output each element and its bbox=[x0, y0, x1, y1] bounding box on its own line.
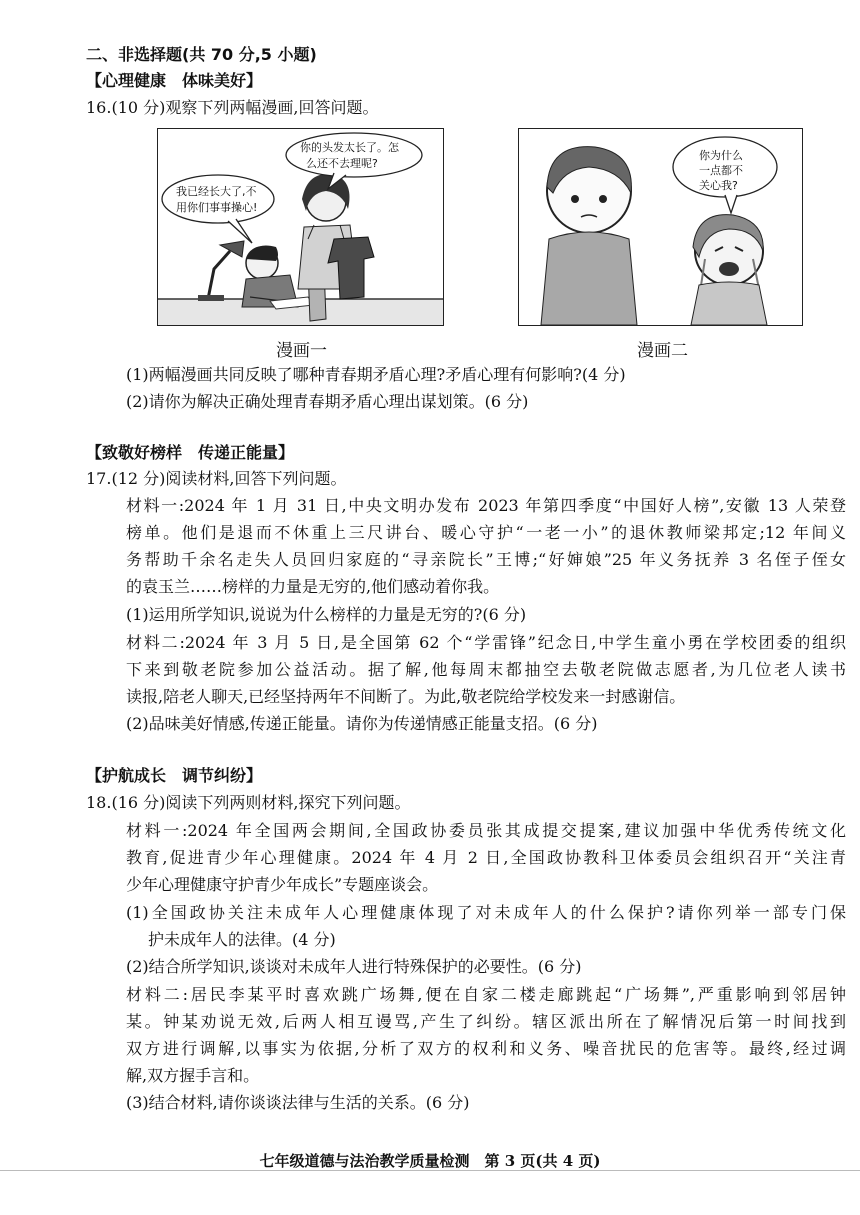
footer-divider bbox=[0, 1170, 860, 1171]
q17-stem: 17.(12 分)阅读材料,回答下列问题。 bbox=[86, 469, 347, 488]
q18-sub2: (2)结合所学知识,谈谈对未成年人进行特殊保护的必要性。(6 分) bbox=[126, 957, 582, 976]
q18-stem: 18.(16 分)阅读下列两则材料,探究下列问题。 bbox=[86, 793, 411, 812]
comic-one-caption: 漫画一 bbox=[276, 341, 327, 361]
q16-theme: 【心理健康 体味美好】 bbox=[86, 71, 263, 90]
comic-one bbox=[157, 128, 444, 326]
comic-one-son-bubble-line1: 我已经长大了,不 bbox=[176, 185, 257, 198]
comic-one-illustration bbox=[158, 129, 443, 325]
q16-sub1: (1)两幅漫画共同反映了哪种青春期矛盾心理?矛盾心理有何影响?(4 分) bbox=[126, 365, 626, 384]
q16-sub2: (2)请你为解决正确处理青春期矛盾心理出谋划策。(6 分) bbox=[126, 392, 529, 411]
q17-material1-line3: 务帮助千余名走失人员回归家庭的“寻亲院长”王博;“好婶娘”25 年义务抚养 3 名侄子侄女 bbox=[126, 550, 846, 569]
q17-sub1: (1)运用所学知识,说说为什么榜样的力量是无穷的?(6 分) bbox=[126, 605, 527, 624]
q17-material1-line4: 的袁玉兰……榜样的力量是无穷的,他们感动着你我。 bbox=[126, 577, 500, 596]
q18-material2-line1: 材料二:居民李某平时喜欢跳广场舞,便在自家二楼走廊跳起“广场舞”,严重影响到邻居钟 bbox=[126, 985, 846, 1004]
q18-sub1-line1: (1)全国政协关注未成年人心理健康体现了对未成年人的什么保护?请你列举一部专门保 bbox=[126, 903, 846, 922]
q18-sub3: (3)结合材料,请你谈谈法律与生活的关系。(6 分) bbox=[126, 1093, 470, 1112]
q17-material2-line3: 读报,陪老人聊天,已经坚持两年不间断了。为此,敬老院给学校发来一封感谢信。 bbox=[126, 687, 686, 706]
q17-material1-line2: 榜单。他们是退而不休重上三尺讲台、暖心守护“一老一小”的退休教师梁邦定;12 年间义 bbox=[126, 523, 846, 542]
q18-material1-line1: 材料一:2024 年全国两会期间,全国政协委员张其成提交提案,建议加强中华优秀传统文化 bbox=[126, 821, 846, 840]
q17-theme: 【致敬好榜样 传递正能量】 bbox=[86, 443, 295, 462]
comic-one-mother-bubble-line1: 你的头发太长了。怎 bbox=[300, 141, 399, 154]
q18-material1-line3: 少年心理健康守护青少年成长”专题座谈会。 bbox=[126, 875, 439, 894]
comic-two bbox=[518, 128, 803, 326]
q18-material2-line3: 双方进行调解,以事实为依据,分析了双方的权利和义务、噪音扰民的危害等。最终,经过调 bbox=[126, 1039, 846, 1058]
comic-two-illustration bbox=[519, 129, 802, 325]
comic-two-bubble-line3: 关心我? bbox=[699, 179, 738, 192]
comic-one-mother-bubble-line2: 么还不去理呢? bbox=[306, 157, 378, 170]
q18-sub1-line2: 护未成年人的法律。(4 分) bbox=[148, 930, 336, 949]
q18-material2-line4: 解,双方握手言和。 bbox=[126, 1066, 260, 1085]
q17-material2-line2: 下来到敬老院参加公益活动。据了解,他每周末都抽空去敬老院做志愿者,为几位老人读书 bbox=[126, 660, 846, 679]
page-footer: 七年级道德与法治教学质量检测 第 3 页(共 4 页) bbox=[259, 1152, 601, 1170]
comic-one-son-bubble-line2: 用你们事事操心! bbox=[176, 201, 258, 214]
comic-two-caption: 漫画二 bbox=[637, 341, 688, 361]
q18-theme: 【护航成长 调节纠纷】 bbox=[86, 766, 263, 785]
q16-stem: 16.(10 分)观察下列两幅漫画,回答问题。 bbox=[86, 98, 379, 117]
comic-two-bubble-line2: 一点都不 bbox=[699, 164, 743, 177]
q18-material2-line2: 某。钟某劝说无效,后两人相互谩骂,产生了纠纷。辖区派出所在了解情况后第一时间找到 bbox=[126, 1012, 846, 1031]
q17-sub2: (2)品味美好情感,传递正能量。请你为传递情感正能量支招。(6 分) bbox=[126, 714, 598, 733]
section-title: 二、非选择题(共 70 分,5 小题) bbox=[86, 45, 317, 64]
comic-two-bubble-line1: 你为什么 bbox=[699, 149, 743, 162]
q17-material2-line1: 材料二:2024 年 3 月 5 日,是全国第 62 个“学雷锋”纪念日,中学生童小勇在学校团委的组织 bbox=[126, 633, 846, 652]
q18-material1-line2: 教育,促进青少年心理健康。2024 年 4 月 2 日,全国政协教科卫体委员会组织召开“关注青 bbox=[126, 848, 846, 867]
q17-material1-line1: 材料一:2024 年 1 月 31 日,中央文明办发布 2023 年第四季度“中国好人榜”,安徽 13 人荣登 bbox=[126, 496, 846, 515]
